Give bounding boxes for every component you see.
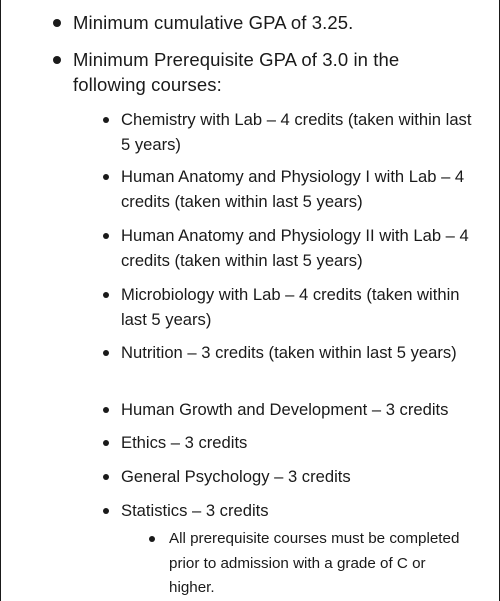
- course-text: General Psychology – 3 credits: [121, 467, 351, 486]
- course-item-psychology: [121, 464, 481, 489]
- bullet-icon: [103, 117, 109, 123]
- prerequisite-note: [169, 527, 469, 601]
- bullet-icon: [103, 508, 109, 514]
- course-item-anatomy-2: [121, 223, 481, 273]
- course-item-nutrition: [121, 340, 481, 365]
- list-item-text: Minimum Prerequisite GPA of 3.0 in the following courses:: [73, 49, 400, 95]
- list-item-text: Minimum cumulative GPA of 3.25.: [73, 12, 354, 33]
- bullet-icon: [103, 407, 109, 413]
- course-text: Chemistry with Lab – 4 credits (taken within last 5 years): [121, 110, 472, 154]
- course-item-human-growth: [121, 397, 481, 422]
- course-text: Human Anatomy and Physiology I with Lab – 4 credits (taken within last 5 years): [121, 167, 465, 211]
- course-item-chemistry: [121, 107, 481, 157]
- bullet-icon: [53, 56, 61, 64]
- course-item-statistics: [121, 498, 481, 523]
- course-text: Ethics – 3 credits: [121, 433, 248, 452]
- bullet-icon: [103, 174, 109, 180]
- bullet-icon: [103, 292, 109, 298]
- list-item-prerequisite-gpa: [73, 47, 473, 97]
- bullet-icon: [103, 350, 109, 356]
- course-text: Human Anatomy and Physiology II with Lab – 4 credits (taken within last 5 years): [121, 226, 469, 270]
- note-text: All prerequisite courses must be completed prior to admission with a grade of C or higher.: [169, 530, 460, 596]
- course-text: Human Growth and Development – 3 credits: [121, 400, 449, 419]
- course-item-microbiology: [121, 282, 481, 332]
- course-text: Nutrition – 3 credits (taken within last 5 years): [121, 343, 457, 362]
- course-item-ethics: [121, 430, 481, 455]
- course-text: Microbiology with Lab – 4 credits (taken within last 5 years): [121, 285, 460, 329]
- bullet-icon: [103, 440, 109, 446]
- bullet-icon: [149, 536, 155, 542]
- list-item-cumulative-gpa: [73, 10, 473, 35]
- course-text: Statistics – 3 credits: [121, 501, 269, 520]
- bullet-icon: [103, 474, 109, 480]
- bullet-icon: [53, 19, 61, 27]
- course-item-anatomy-1: [121, 164, 481, 214]
- bullet-icon: [103, 233, 109, 239]
